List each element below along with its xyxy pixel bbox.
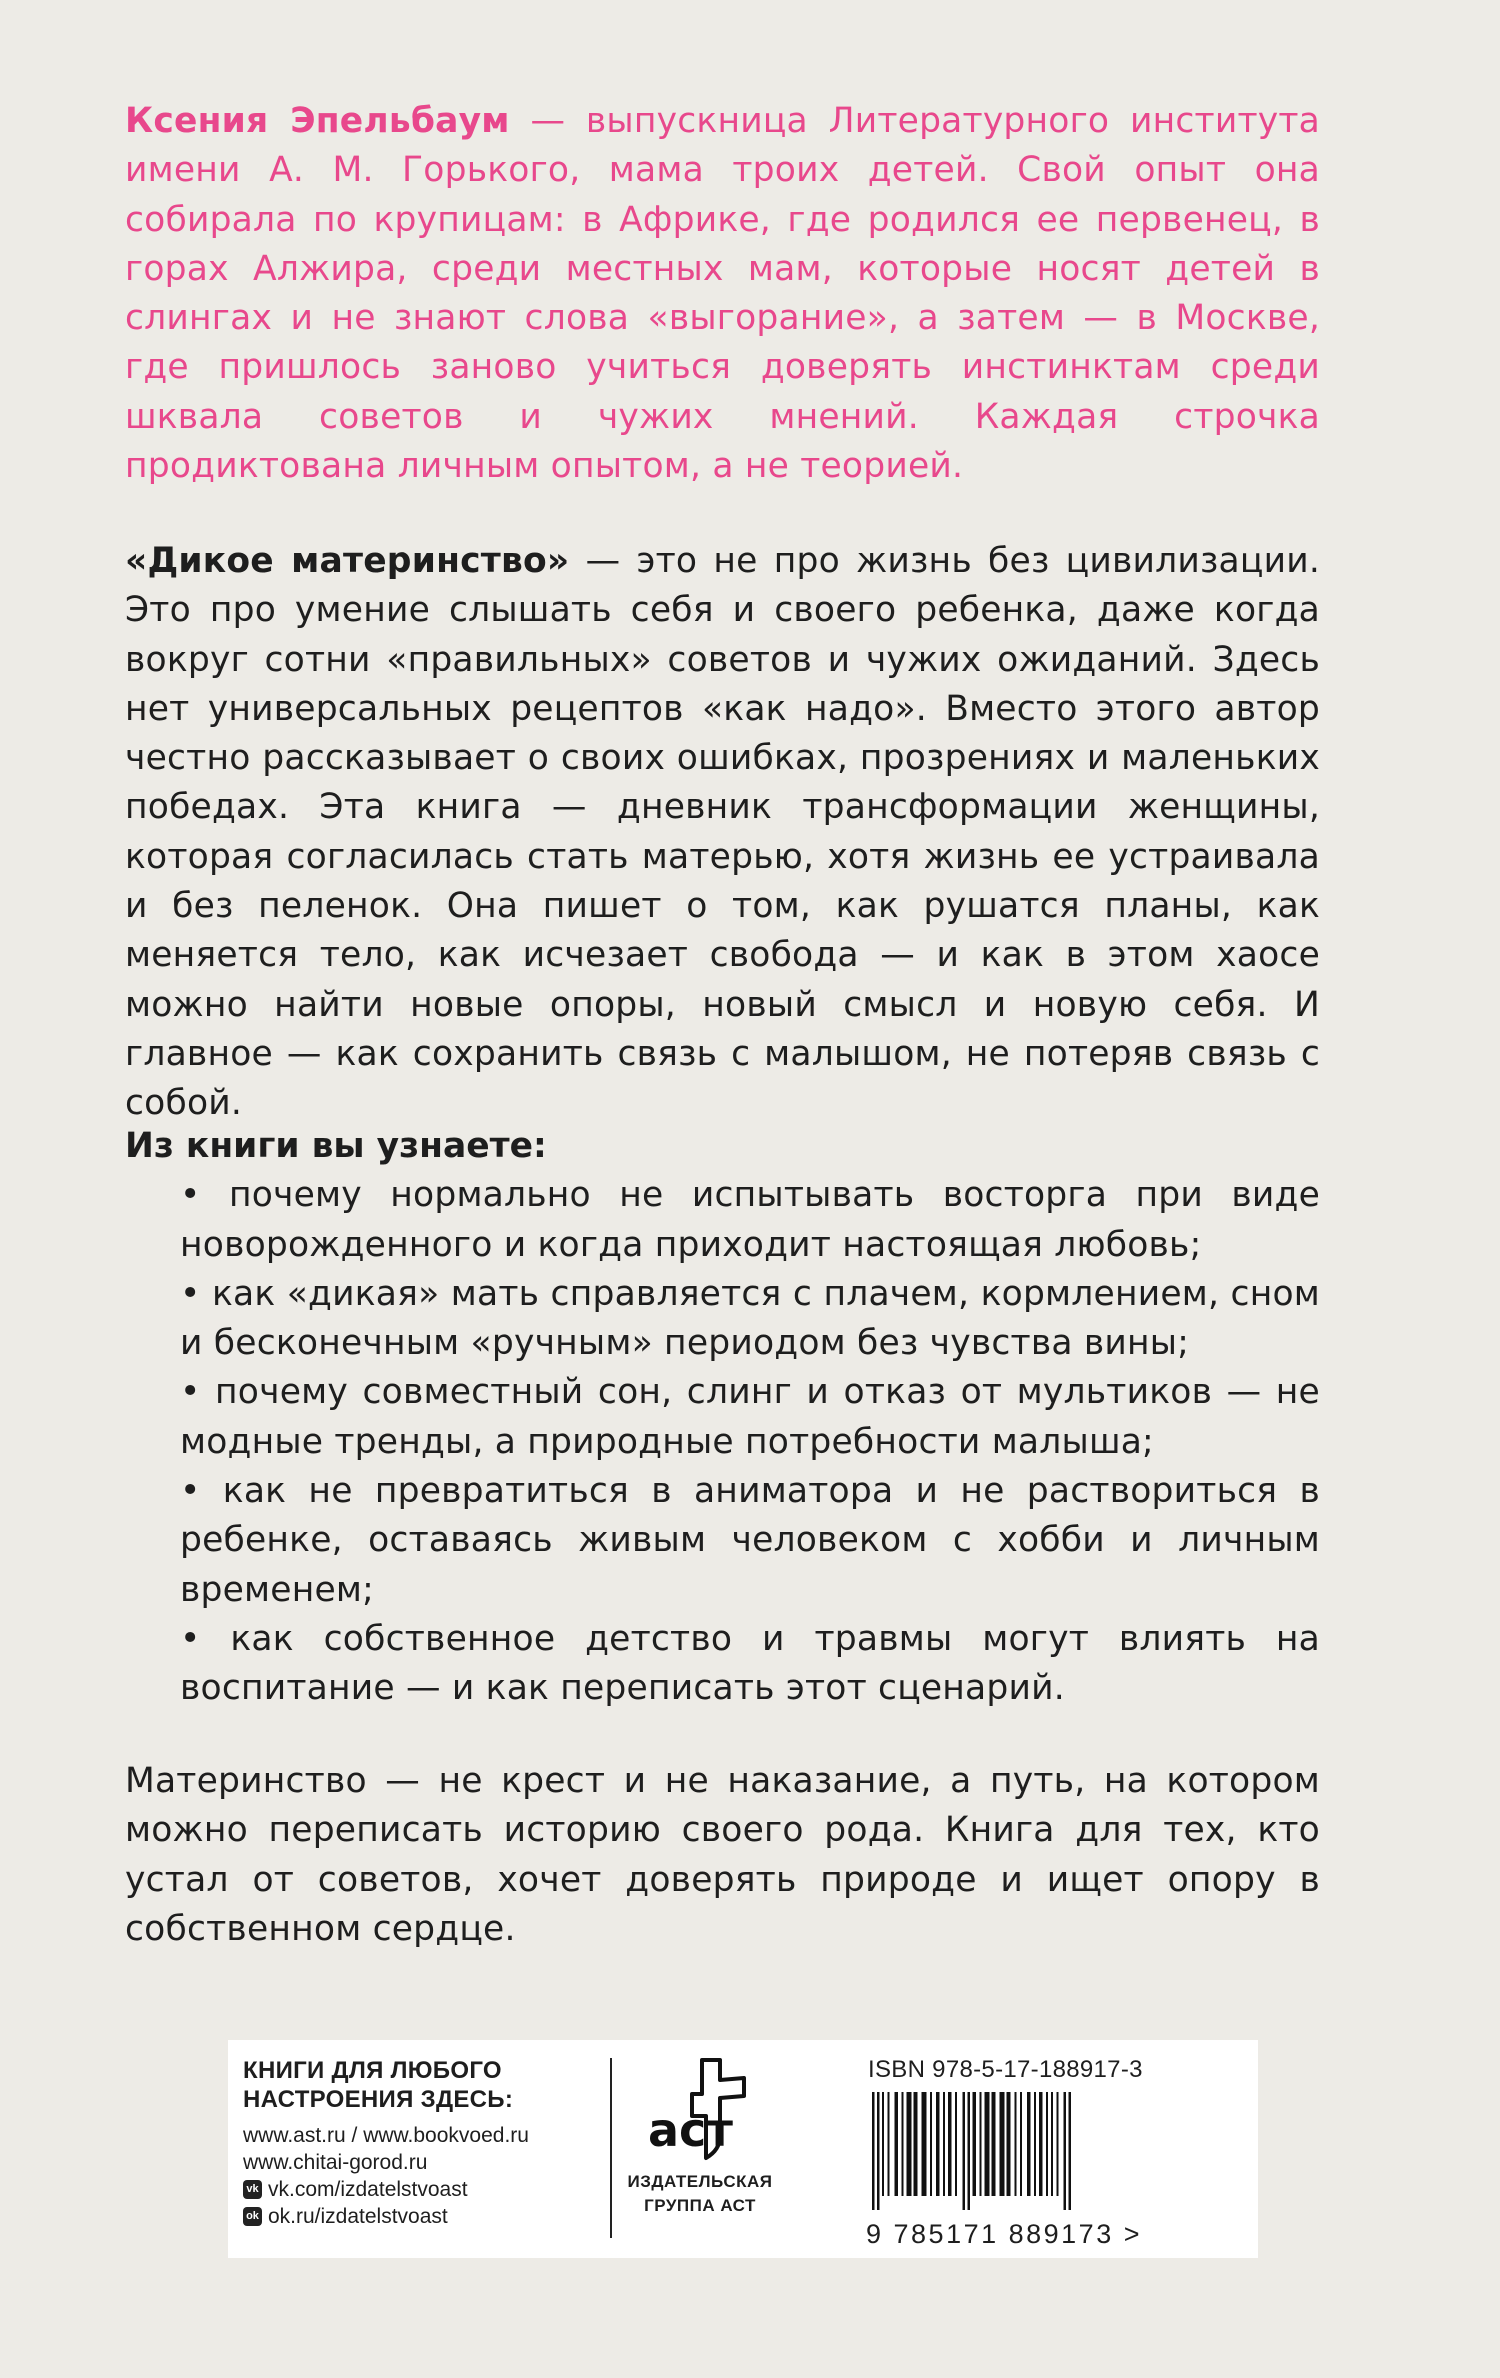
- book-title: «Дикое материнство»: [125, 541, 570, 581]
- promo-heading-line1: КНИГИ ДЛЯ ЛЮБОГО: [243, 2057, 502, 2084]
- learn-title: Из книги вы узнаете:: [125, 1126, 547, 1166]
- barcode-bar: [973, 2092, 977, 2196]
- closing-paragraph: Материнство — не крест и не наказание, а путь, на котором можно переписать историю своего рода. Книга для тех, кто устал от советов, хочет доверять природе и ищет опору в собственном сердце.: [125, 1761, 1320, 1949]
- learn-section: [125, 1122, 1320, 1714]
- vk-link-text: vk.com/izdatelstvoast: [268, 2178, 468, 2201]
- link-chitai-gorod[interactable]: www.chitai-gorod.ru: [243, 2151, 428, 2174]
- publisher-logo-block: [620, 2054, 780, 2217]
- barcode-bar: [1034, 2092, 1036, 2196]
- barcode-bar: [1020, 2092, 1022, 2196]
- list-item: • как собственное детство и травмы могут влиять на воспитание — и как переписать этот сценарий.: [180, 1618, 1320, 1709]
- author-bio-text: — выпускница Литературного института имени А. М. Горького, мама троих детей. Свой опыт она собирала по крупицам: в Африке, где родился ее первенец, в горах Алжира, среди местных мам, которые носят детей в слингах и не знают слова «выгорание», а затем — в Москве, где пришлось заново учиться доверять инстинктам среди шквала советов и чужих мнений. Каждая строчка продиктована личным опытом, а не теорией.: [125, 101, 1320, 487]
- barcode-bar: [963, 2092, 966, 2210]
- barcode-bar: [1039, 2092, 1043, 2196]
- barcode-bar: [1007, 2092, 1011, 2196]
- barcode-bar: [1000, 2092, 1005, 2196]
- barcode-digits: 9 785171 889173 >: [866, 2219, 1142, 2249]
- barcode-bar: [930, 2092, 932, 2196]
- barcode-bar: [902, 2092, 904, 2196]
- barcode-bar: [1027, 2092, 1031, 2196]
- barcode-bar: [895, 2092, 899, 2196]
- barcode-bar: [1057, 2092, 1059, 2196]
- learn-list: [125, 1171, 1320, 1713]
- barcode-bar: [1046, 2092, 1048, 2196]
- link-ast-bookvoed[interactable]: www.ast.ru / www.bookvoed.ru: [243, 2124, 529, 2147]
- list-item: • почему нормально не испытывать восторга при виде новорожденного и когда приходит настоящая любовь;: [180, 1175, 1320, 1265]
- list-item: • как «дикая» мать справляется с плачем, кормлением, сном и бесконечным «ручным» периодом без чувства вины;: [180, 1273, 1320, 1364]
- publisher-name-line2: ГРУППА АСТ: [644, 2196, 756, 2215]
- barcode-bar: [968, 2092, 971, 2210]
- barcode-bar: [888, 2092, 890, 2196]
- barcode-bar: [1064, 2092, 1067, 2210]
- divider: [610, 2058, 612, 2238]
- author-bio: [125, 97, 1320, 491]
- barcode-bar: [980, 2092, 982, 2196]
- barcode-bar: [882, 2092, 884, 2196]
- publisher-name-line1: ИЗДАТЕЛЬСКАЯ: [627, 2172, 773, 2191]
- barcode-bar: [877, 2092, 880, 2210]
- author-name: Ксения Эпельбаум: [125, 101, 510, 141]
- barcode-bar: [936, 2092, 940, 2196]
- barcode-bar: [1015, 2092, 1017, 2196]
- barcode-bar: [943, 2092, 945, 2196]
- description-text: — это не про жизнь без цивилизации. Это про умение слышать себя и своего ребенка, даже когда вокруг сотни «правильных» советов и чужих ожиданий. Здесь нет универсальных рецептов «как надо». Вместо этого автор честно рассказывает о своих ошибках, прозрениях и маленьких победах. Эта книга — дневник трансформации женщины, которая согласилась стать матерью, хотя жизнь ее устраивала и без пеленок. Она пишет о том, как рушатся планы, как меняется тело, как исчезает свобода — и как в этом хаосе можно найти новые опоры, новый смысл и новую себя. И главное — как сохранить связь с малышом, не потеряв связь с собой.: [125, 541, 1320, 1124]
- publisher-info-panel: [228, 2040, 1258, 2258]
- barcode-bar: [922, 2092, 927, 2196]
- promo-heading-line2: НАСТРОЕНИЯ ЗДЕСЬ:: [243, 2086, 514, 2113]
- ok-icon: ok: [243, 2207, 262, 2226]
- barcode-bar: [985, 2092, 990, 2196]
- promo-block: [243, 2056, 603, 2230]
- barcode-bar: [907, 2092, 912, 2196]
- isbn-block: [868, 2056, 1248, 2249]
- barcode: [868, 2092, 1198, 2212]
- isbn-label: ISBN 978-5-17-188917-3: [868, 2056, 1143, 2083]
- barcode-bar: [1051, 2092, 1053, 2196]
- barcode-bar: [1069, 2092, 1072, 2210]
- ok-link-text: ok.ru/izdatelstvoast: [268, 2205, 448, 2228]
- book-description: [125, 537, 1320, 1129]
- vk-icon: vk: [243, 2180, 262, 2199]
- barcode-bar: [992, 2092, 996, 2196]
- barcode-bar: [914, 2092, 918, 2196]
- barcode-bar: [955, 2092, 957, 2196]
- list-item: • как не превратиться в аниматора и не раствориться в ребенке, оставаясь живым человеком с хобби и личным временем;: [180, 1471, 1320, 1610]
- logo-text: аст: [648, 2103, 733, 2157]
- barcode-bar: [948, 2092, 952, 2196]
- ast-logo: [640, 2054, 760, 2169]
- barcode-bar: [872, 2092, 875, 2210]
- list-item: • почему совместный сон, слинг и отказ от мультиков — не модные тренды, а природные потребности малыша;: [180, 1372, 1320, 1462]
- vk-link[interactable]: [243, 2176, 603, 2203]
- ok-link[interactable]: [243, 2203, 603, 2230]
